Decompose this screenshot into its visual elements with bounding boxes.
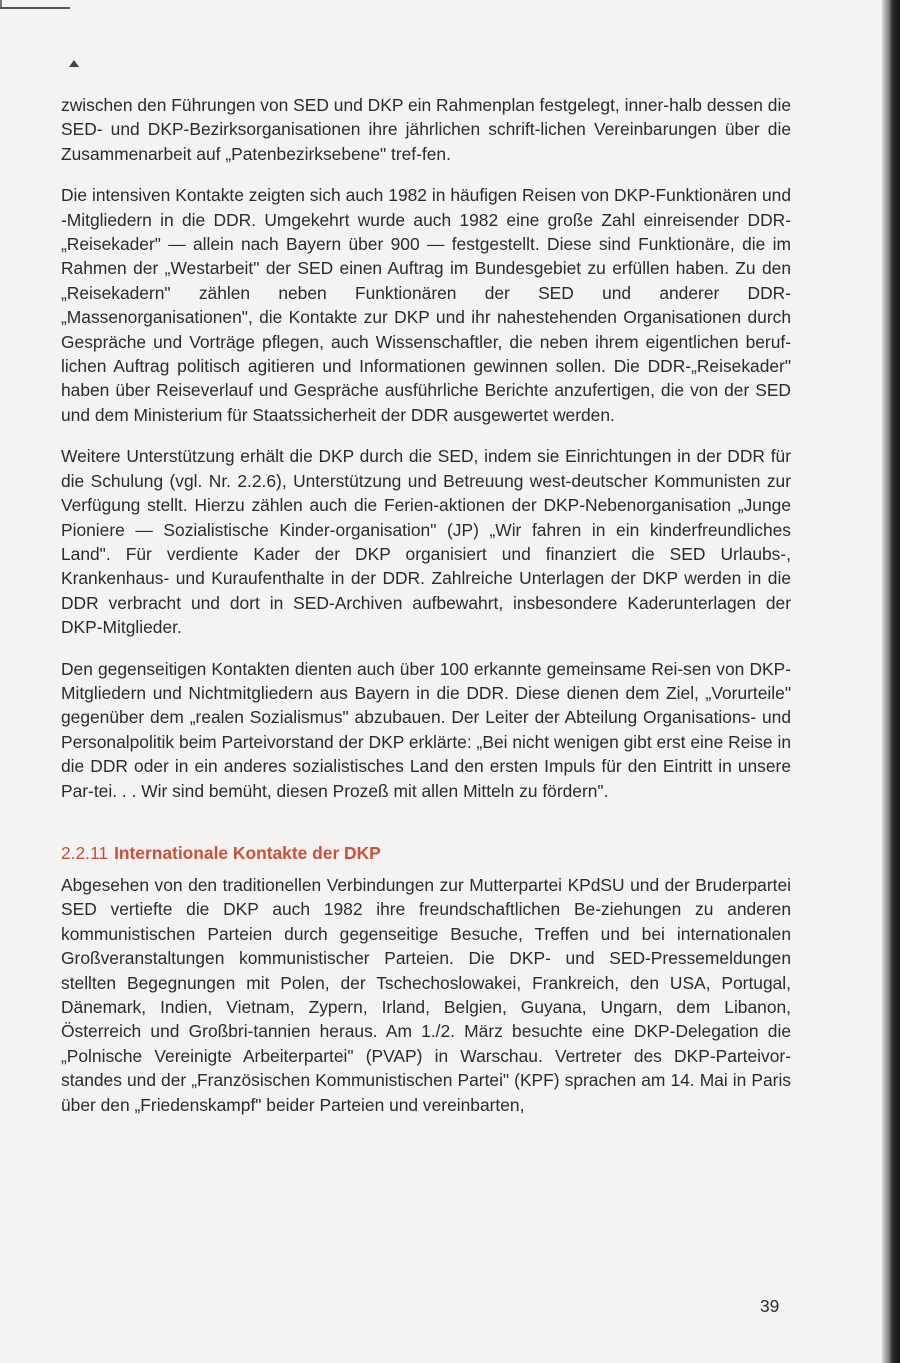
paragraph-4: Den gegenseitigen Kontakten dienten auch über 100 erkannte gemeinsame Rei-sen von DKP-Mitgliedern und Nichtmitgliedern aus Bayern in die DDR. Diese dienen dem Ziel, „Vorurteile" gegenüber dem „realen Sozialismus" abzubauen. Der Leiter der Abteilung Organisations- und Personalpolitik beim Parteivorstand der DKP erklärte: „Bei nicht wenigen gibt erst eine Reise in die DDR oder in ein anderes sozialistisches Land den ersten Impuls für den Eintritt in unsere Par-tei. . . Wir sind bemüht, diesen Prozeß mit allen Mitteln zu fördern". bbox=[61, 658, 791, 801]
scan-mark-icon bbox=[69, 60, 79, 67]
section-heading bbox=[61, 841, 791, 865]
page-body bbox=[61, 93, 791, 1134]
paragraph-1: zwischen den Führungen von SED und DKP ein Rahmenplan festgelegt, inner-halb dessen die SED- und DKP-Bezirksorganisationen ihre jährlichen schrift-lichen Vereinbarungen über die Zusammenarbeit auf „Patenbezirksebene" tref-fen. bbox=[61, 95, 791, 164]
section-title: Internationale Kontakte der DKP bbox=[114, 842, 381, 863]
section-paragraph: Abgesehen von den traditionellen Verbindungen zur Mutterpartei KPdSU und der Bruderpartei SED vertiefte die DKP auch 1982 ihre freundschaftlichen Be-ziehungen zu anderen kommunistischen Parteien durch gegenseitige Besuche, Treffen und bei internationalen Großveranstaltungen kommunistischer Parteien. Die DKP- und SED-Pressemeldungen stellten Begegnungen mit Polen, der Tschechoslowakei, Frankreich, den USA, Portugal, Dänemark, Indien, Vietnam, Zypern, Irland, Belgien, Guyana, Ungarn, dem Libanon, Österreich und Großbri-tannien heraus. Am 1./2. März besuchte eine DKP-Delegation die „Polnische Vereinigte Arbeiterpartei" (PVAP) in Warschau. Vertreter des DKP-Parteivor-standes und der „Französischen Kommunistischen Partei" (KPF) sprachen am 14. Mai in Paris über den „Friedenskampf" beider Parteien und vereinbarten, bbox=[61, 874, 791, 1115]
paragraph-3: Weitere Unterstützung erhält die DKP durch die SED, indem sie Einrichtungen in der DDR für die Schulung (vgl. Nr. 2.2.6), Unterstützung und Betreuung west-deutscher Kommunisten zur Verfügung stellt. Hierzu zählen auch die Ferien-aktionen der DKP-Nebenorganisation „Junge Pioniere — Sozialistische Kinder-organisation" (JP) „Wir fahren in ein kinderfreundliches Land". Für verdiente Kader der DKP organisiert und finanziert die SED Urlaubs-, Krankenhaus- und Kuraufenthalte in der DDR. Zahlreiche Unterlagen der DKP werden in die DDR verbracht und dort in SED-Archiven aufbewahrt, insbesondere Kaderunterlagen der DKP-Mitglieder. bbox=[61, 446, 791, 638]
section-number: 2.2.11 bbox=[61, 842, 109, 863]
book-binding-edge bbox=[882, 0, 900, 1363]
scan-corner-line bbox=[0, 7, 70, 9]
page-number: 39 bbox=[760, 1296, 780, 1316]
paragraph-2: Die intensiven Kontakte zeigten sich auch 1982 in häufigen Reisen von DKP-Funktionären und -Mitgliedern in die DDR. Umgekehrt wurde auch 1982 eine große Zahl einreisender DDR-„Reisekader" — allein nach Bayern über 900 — festgestellt. Diese sind Funktionäre, die im Rahmen der „Westarbeit" der SED einen Auftrag im Bundesgebiet zu erfüllen haben. Zu den „Reisekadern" zählen neben Funktionären der SED und anderer DDR-„Massenorganisationen", die Kontakte zur DKP und ihr nahestehenden Organisationen durch Gespräche und Vorträge pflegen, auch Wissenschaftler, die neben ihrem eigentlichen beruf-lichen Auftrag politisch agitieren und Informationen gewinnen sollen. Die DDR-„Reisekader" haben über Reiseverlauf und Gespräche ausführliche Berichte anzufertigen, die von der SED und dem Ministerium für Staatssicherheit der DDR ausgewertet werden. bbox=[61, 185, 791, 425]
